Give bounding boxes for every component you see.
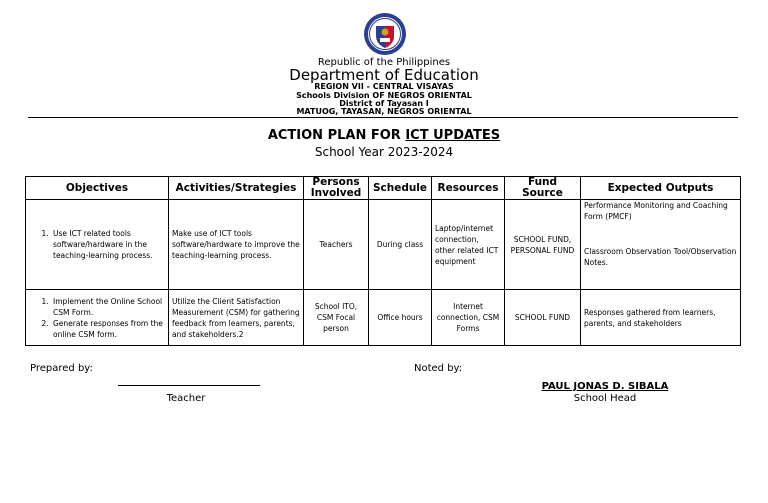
cell-activities: Utilize the Client Satisfaction Measurement (CSM) for gathering feedback from learners, parents, and stakeholders.2 [169, 290, 304, 346]
table-header-row [26, 177, 741, 200]
header-schedule: Schedule [369, 177, 432, 200]
region-line: REGION VII - CENTRAL VISAYAS [314, 82, 454, 91]
header-resources: Resources [432, 177, 505, 200]
cell-resources: Laptop/internet connection, other related ICT equipment [432, 200, 505, 290]
cell-resources: Internet connection, CSM Forms [432, 290, 505, 346]
republic-line: Republic of the Philippines [317, 57, 451, 68]
school-head-role: School Head [573, 393, 637, 404]
prepared-by-label: Prepared by: [30, 363, 93, 374]
cell-schedule: Office hours [369, 290, 432, 346]
cell-persons: Teachers [304, 200, 369, 290]
cell-outputs [581, 200, 741, 290]
table-row [26, 290, 741, 346]
header-activities: Activities/Strategies [169, 177, 304, 200]
title-underlined: ICT UPDATES [405, 128, 501, 143]
signature-line [118, 385, 260, 386]
school-year: School Year 2023-2024 [314, 145, 454, 159]
title-prefix: ACTION PLAN FOR [267, 128, 406, 143]
division-line: Schools Division OF NEGROS ORIENTAL [296, 91, 472, 100]
school-head-name: PAUL JONAS D. SIBALA [541, 381, 669, 392]
action-plan-table [25, 176, 741, 346]
header-objectives: Objectives [26, 177, 169, 200]
noted-by-label: Noted by: [414, 363, 463, 374]
output-item: Classroom Observation Tool/Observation Notes. [584, 247, 737, 267]
cell-fund: SCHOOL FUND, PERSONAL FUND [505, 200, 581, 290]
cell-schedule: During class [369, 200, 432, 290]
department-name: Department of Education [289, 66, 479, 84]
objective-item: 1. Use ICT related tools software/hardware in the teaching-learning process. [51, 228, 165, 261]
cell-persons: School ITO, CSM Focal person [304, 290, 369, 346]
header-persons: Persons Involved [304, 177, 369, 200]
header-divider [28, 117, 738, 118]
deped-seal-icon [363, 12, 407, 56]
header-fund: Fund Source [505, 177, 581, 200]
cell-activities: Make use of ICT tools software/hardware to improve the teaching-learning process. [169, 200, 304, 290]
address-line: MATUOG, TAYASAN, NEGROS ORIENTAL [296, 107, 472, 116]
cell-objectives [26, 290, 169, 346]
document-title [0, 128, 768, 143]
objective-item: 2. Generate responses from the online CSM form. [51, 318, 165, 340]
objective-item: 1. Implement the Online School CSM Form. [51, 296, 165, 318]
header-outputs: Expected Outputs [581, 177, 741, 200]
district-line: District of Tayasan I [339, 99, 429, 108]
cell-outputs: Responses gathered from learners, parents, and stakeholders [581, 290, 741, 346]
output-item: Performance Monitoring and Coaching Form (PMCF) [584, 201, 728, 221]
teacher-role: Teacher [166, 393, 206, 404]
cell-fund: SCHOOL FUND [505, 290, 581, 346]
cell-objectives [26, 200, 169, 290]
table-row [26, 200, 741, 290]
